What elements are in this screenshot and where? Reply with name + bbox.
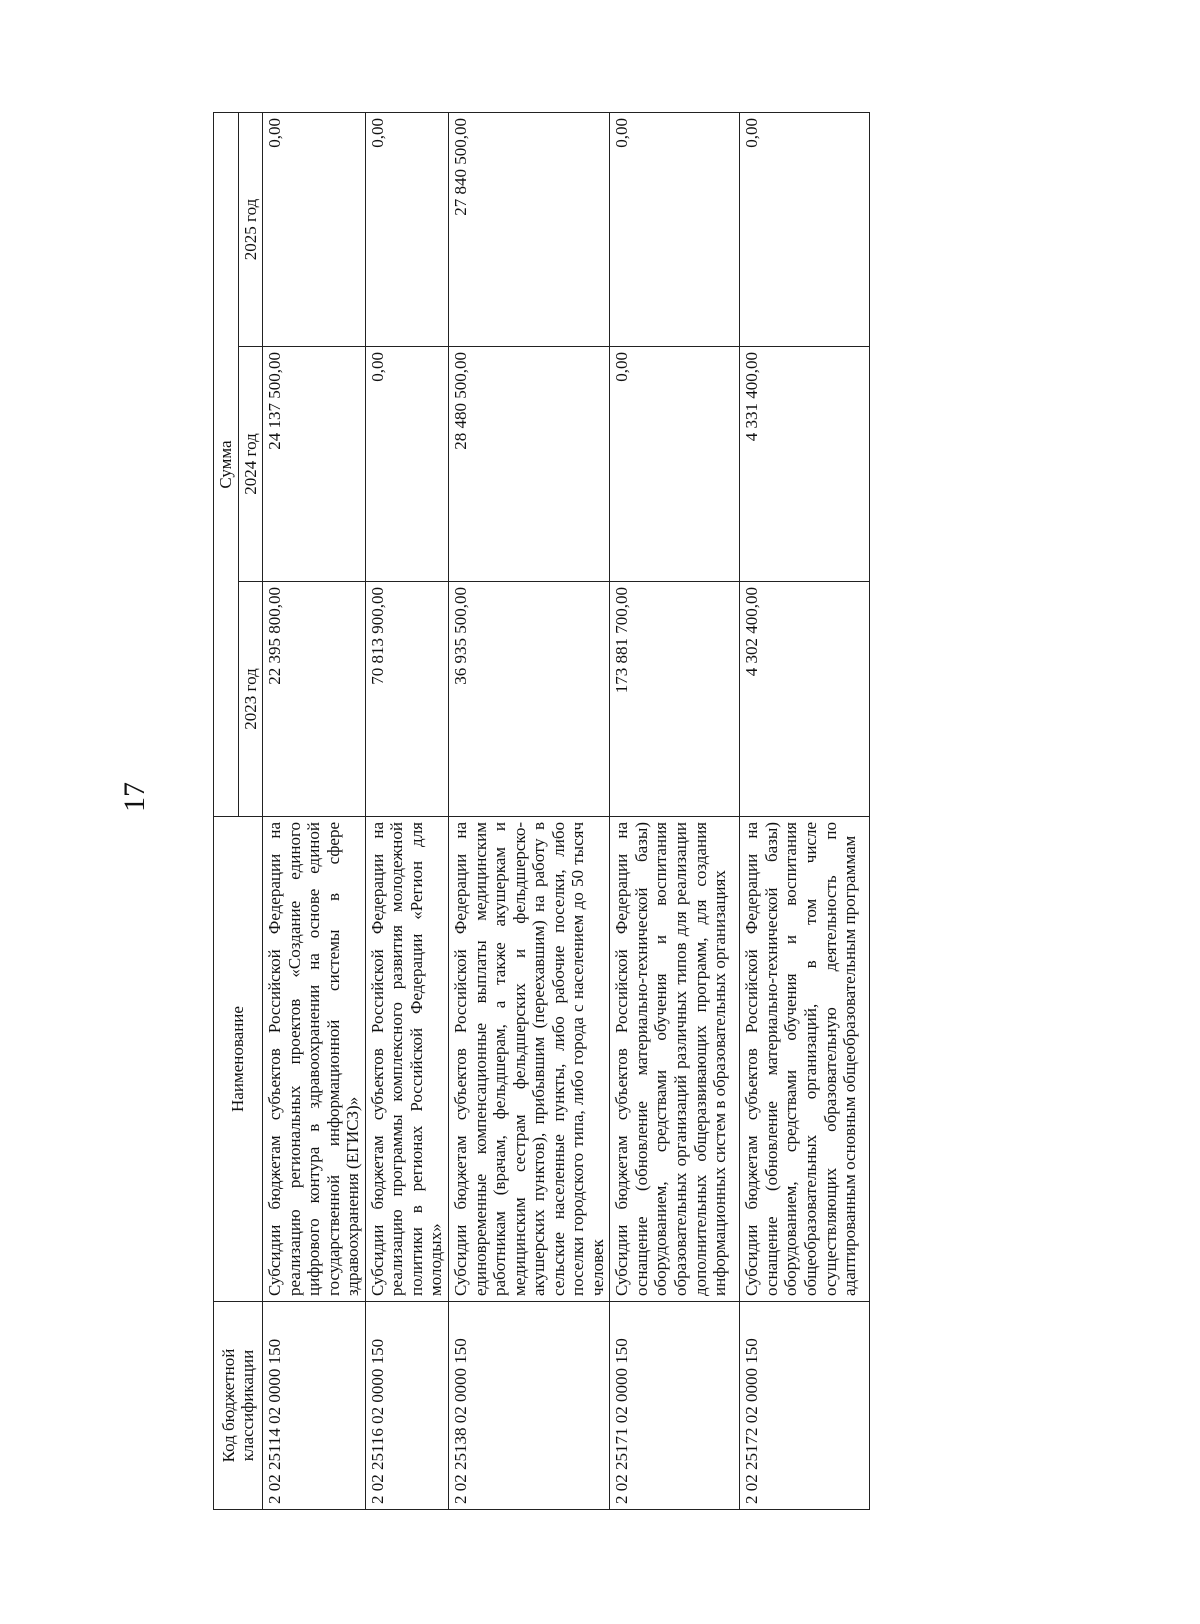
row-amount-2023: 22 395 800,00 (263, 582, 366, 817)
header-sum: Сумма (214, 112, 239, 816)
header-year-2024: 2024 год (238, 347, 263, 582)
row-amount-2023: 70 813 900,00 (365, 582, 448, 817)
table-row (365, 112, 448, 1509)
table-row (263, 112, 366, 1509)
header-year-2025: 2025 год (238, 112, 263, 346)
row-code: 2 02 25138 02 0000 150 (449, 1302, 610, 1510)
row-amount-2023: 173 881 700,00 (610, 582, 740, 817)
row-amount-2025: 0,00 (740, 112, 870, 346)
row-name: Субсидии бюджетам субъектов Российской Федерации на оснащение (обновление материально-технической базы) оборудованием, средствами обучения и воспитания общеобразовательных организаций, в том числе осуществляющих образовательную деятельность по адаптированным основным общеобразовательным программам (740, 817, 870, 1302)
row-amount-2024: 28 480 500,00 (449, 347, 610, 582)
row-amount-2024: 0,00 (365, 347, 448, 582)
budget-table-container (213, 113, 860, 1510)
row-amount-2025: 0,00 (365, 112, 448, 346)
table-row (610, 112, 740, 1509)
table-row (449, 112, 610, 1509)
row-code: 2 02 25171 02 0000 150 (610, 1302, 740, 1510)
header-name: Наименование (214, 817, 263, 1302)
row-amount-2023: 36 935 500,00 (449, 582, 610, 817)
table-row (740, 112, 870, 1509)
row-amount-2023: 4 302 400,00 (740, 582, 870, 817)
row-name: Субсидии бюджетам субъектов Российской Федерации на единовременные компенсационные выплаты медицинским работникам (врачам, фельдшерам, а также акушеркам и медицинским сестрам фельдшерских и фельдшерско-акушерских пунктов), прибывшим (переехавшим) на работу в сельские населенные пункты, либо рабочие поселки, либо поселки городского типа, либо города с населением до 50 тысяч человек (449, 817, 610, 1302)
header-code: Код бюджетной классификации (214, 1302, 263, 1510)
page-number: 17 (118, 782, 151, 812)
header-year-2023: 2023 год (238, 582, 263, 817)
row-amount-2024: 4 331 400,00 (740, 347, 870, 582)
row-amount-2025: 0,00 (263, 112, 366, 346)
row-amount-2025: 27 840 500,00 (449, 112, 610, 346)
row-name: Субсидии бюджетам субъектов Российской Федерации на оснащение (обновление материально-технической базы) оборудованием, средствами обучения и воспитания образовательных организаций различных типов для реализации дополнительных общеразвивающих программ, для создания информационных систем в образовательных организациях (610, 817, 740, 1302)
row-name: Субсидии бюджетам субъектов Российской Федерации на реализацию программы комплексного развития молодежной политики в регионах Российской Федерации «Регион для молодых» (365, 817, 448, 1302)
row-amount-2024: 24 137 500,00 (263, 347, 366, 582)
row-code: 2 02 25116 02 0000 150 (365, 1302, 448, 1510)
row-code: 2 02 25172 02 0000 150 (740, 1302, 870, 1510)
row-name: Субсидии бюджетам субъектов Российской Федерации на реализацию региональных проектов «Создание единого цифрового контура в здравоохранении на основе единой государственной информационной системы в сфере здравоохранения (ЕГИСЗ)» (263, 817, 366, 1302)
row-amount-2025: 0,00 (610, 112, 740, 346)
row-amount-2024: 0,00 (610, 347, 740, 582)
row-code: 2 02 25114 02 0000 150 (263, 1302, 366, 1510)
budget-table-rotated (213, 113, 860, 1510)
budget-table (213, 112, 870, 1510)
